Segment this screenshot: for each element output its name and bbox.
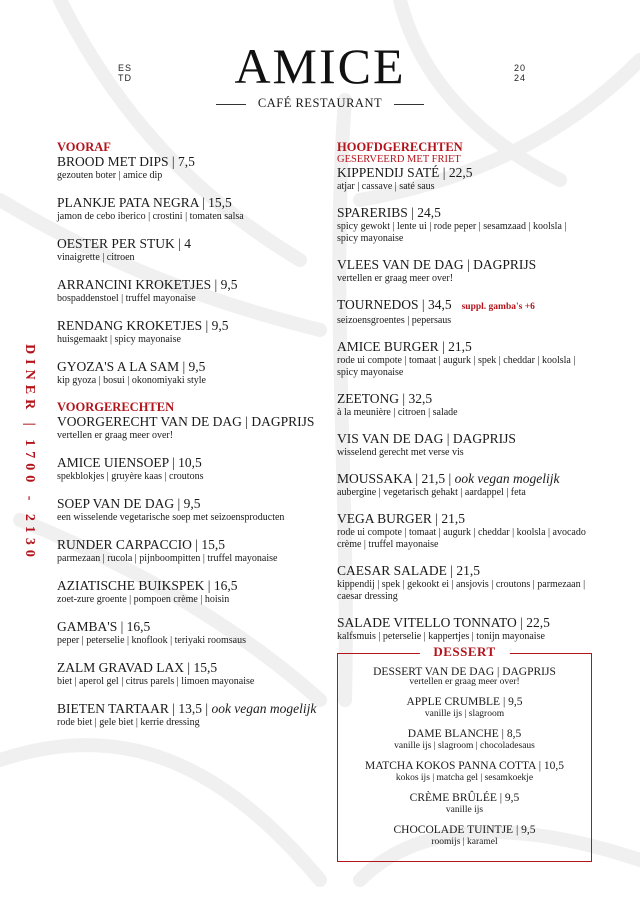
menu-item-description: vertellen er graag meer over!: [57, 430, 174, 441]
menu-item-description: kip gyoza | bosui | okonomiyaki style: [57, 375, 206, 386]
menu-item-name: [338, 824, 591, 837]
menu-item-name: [337, 165, 587, 181]
menu-item-description: huisgemaakt | spicy mayonaise: [57, 334, 181, 345]
brand-logo: AMICE: [234, 38, 406, 94]
item-title: VEGA BURGER | 21,5: [337, 511, 465, 526]
menu-item: [337, 297, 587, 327]
menu-item: [57, 277, 332, 305]
menu-item-description: wisselend gerecht met verse vis: [337, 447, 464, 458]
item-title: VLEES VAN DE DAG | DAGPRIJS: [337, 257, 537, 272]
menu-item: [338, 667, 591, 688]
menu-item: [338, 792, 591, 816]
menu-item-description: parmezaan | rucola | pijnboompitten | truffel mayonaise: [57, 553, 278, 564]
item-title: GAMBA'S | 16,5: [57, 619, 151, 634]
divider: [216, 104, 246, 105]
item-title: DAME BLANCHE | 8,5: [407, 728, 522, 740]
menu-item-description: roomijs | karamel: [431, 837, 498, 847]
year-line-2: 24: [514, 73, 527, 83]
item-title: VOORGERECHT VAN DE DAG | DAGPRIJS: [57, 414, 315, 429]
section-title-voorgerechten: VOORGERECHTEN: [57, 400, 175, 414]
menu-item-name: [337, 615, 587, 631]
hoofdgerechten-list: [337, 165, 587, 643]
menu-item: [337, 205, 587, 245]
menu-item-description: bospaddenstoel | truffel mayonaise: [57, 293, 196, 304]
menu-item: [337, 615, 587, 643]
menu-item-description: aubergine | vegetarisch gehakt | aardappel | feta: [337, 487, 526, 498]
menu-item-description: kalfsmuis | peterselie | kappertjes | tonijn mayonaise: [337, 631, 545, 642]
item-title: AZIATISCHE BUIKSPEK | 16,5: [57, 578, 238, 593]
menu-item-name: [337, 431, 587, 447]
menu-item: [338, 728, 591, 752]
menu-item-name: [57, 318, 332, 334]
item-title: MATCHA KOKOS PANNA COTTA | 10,5: [364, 760, 565, 772]
menu-item: [57, 414, 332, 442]
menu-item: [57, 619, 332, 647]
item-title: CRÈME BRÛLÉE | 9,5: [409, 792, 520, 804]
menu-item-name: [337, 205, 587, 221]
menu-item-description: vertellen er graag meer over!: [409, 677, 520, 687]
menu-item-name: [57, 537, 332, 553]
item-title: SPARERIBS | 24,5: [337, 205, 441, 220]
menu-item-description: spekblokjes | gruyère kaas | croutons: [57, 471, 204, 482]
section-title-vooraf: VOORAF: [57, 140, 111, 154]
item-title: KIPPENDIJ SATÉ | 22,5: [337, 165, 473, 180]
item-title: CHOCOLADE TUINTJE | 9,5: [393, 824, 536, 836]
menu-item-name: [337, 471, 587, 487]
menu-item: [337, 165, 587, 193]
menu-item-name: [57, 578, 332, 594]
menu-item-name: [337, 257, 587, 273]
est-line-1: ES: [118, 63, 133, 73]
item-title: AMICE UIENSOEP | 10,5: [57, 455, 202, 470]
menu-item-name: [57, 154, 332, 170]
item-title: TOURNEDOS | 34,5: [337, 297, 452, 312]
menu-item-description: peper | peterselie | knoflook | teriyaki roomsaus: [57, 635, 247, 646]
supplement-note: suppl. gamba's +6: [461, 302, 535, 312]
menu-item-description: à la meunière | citroen | salade: [337, 407, 458, 418]
item-title: APPLE CRUMBLE | 9,5: [406, 696, 523, 708]
vegan-note: ook vegan mogelijk: [211, 701, 317, 716]
item-title: SALADE VITELLO TONNATO | 22,5: [337, 615, 550, 630]
item-title: RUNDER CARPACCIO | 15,5: [57, 537, 225, 552]
vooraf-list: [57, 154, 332, 387]
menu-item-name: [337, 563, 587, 579]
menu-item-description: jamon de cebo iberico | crostini | tomaten salsa: [57, 211, 244, 222]
menu-item-name: [57, 236, 332, 252]
menu-item: [57, 154, 332, 182]
item-title: SOEP VAN DE DAG | 9,5: [57, 496, 201, 511]
menu-item: [57, 455, 332, 483]
menu-item-name: [57, 701, 332, 717]
vegan-note: ook vegan mogelijk: [454, 471, 560, 486]
menu-item-description: vanille ijs | slagroom | chocoladesaus: [394, 741, 535, 751]
menu-item-name: [337, 339, 587, 355]
menu-item-name: [57, 660, 332, 676]
item-title: MOUSSAKA | 21,5 |: [337, 471, 455, 486]
menu-item-description: spicy gewokt | lente ui | rode peper | sesamzaad | koolsla | spicy mayonaise: [337, 221, 567, 244]
menu-item-description: vertellen er graag meer over!: [337, 273, 454, 284]
menu-item: [338, 696, 591, 720]
menu-item-name: [338, 760, 591, 773]
item-title: GYOZA'S A LA SAM | 9,5: [57, 359, 206, 374]
menu-item: [337, 391, 587, 419]
menu-item: [57, 701, 332, 729]
dessert-list: [338, 654, 591, 848]
menu-item: [57, 318, 332, 346]
menu-item: [337, 471, 587, 499]
item-title: AMICE BURGER | 21,5: [337, 339, 472, 354]
menu-item-name: [57, 359, 332, 375]
menu-item-name: [337, 297, 587, 315]
menu-item-name: [57, 414, 332, 430]
menu-item-description: kokos ijs | matcha gel | sesamkoekje: [395, 773, 534, 783]
menu-item-name: [337, 511, 587, 527]
item-title: CAESAR SALADE | 21,5: [337, 563, 480, 578]
menu-item-name: [57, 496, 332, 512]
item-title: VIS VAN DE DAG | DAGPRIJS: [337, 431, 516, 446]
menu-item-name: [338, 667, 591, 677]
menu-item-description: vanille ijs: [445, 805, 484, 815]
menu-item-description: biet | aperol gel | citrus parels | limoen mayonaise: [57, 676, 255, 687]
menu-item-description: zoet-zure groente | pompoen crème | hoisin: [57, 594, 230, 605]
menu-item: [338, 824, 591, 848]
menu-item-description: rode ui compote | tomaat | augurk | spek | cheddar | koolsla | spicy mayonaise: [337, 355, 576, 378]
right-column: [337, 140, 587, 655]
menu-item: [57, 496, 332, 524]
menu-item-name: [338, 696, 591, 709]
section-subtitle-hoofdgerechten: GESERVEERD MET FRIET: [337, 154, 461, 165]
menu-item-name: [57, 277, 332, 293]
menu-item-description: seizoensgroentes | pepersaus: [337, 315, 452, 326]
menu-item: [337, 563, 587, 603]
dinner-hours-text: DINER | 1700 - 2130: [22, 343, 37, 562]
item-title: BROOD MET DIPS | 7,5: [57, 154, 195, 169]
menu-item: [57, 359, 332, 387]
menu-item-name: [57, 455, 332, 471]
menu-item: [337, 339, 587, 379]
menu-item-name: [57, 195, 332, 211]
item-title: ZALM GRAVAD LAX | 15,5: [57, 660, 218, 675]
menu-item: [338, 760, 591, 784]
dessert-box: [337, 644, 592, 862]
section-title-hoofdgerechten: HOOFDGERECHTEN: [337, 140, 463, 154]
menu-item-name: [337, 391, 587, 407]
subtitle-text: CAFÉ RESTAURANT: [257, 96, 383, 110]
section-title-dessert: DESSERT: [419, 644, 509, 660]
menu-item: [57, 578, 332, 606]
menu-item: [337, 257, 587, 285]
menu-item-name: [57, 619, 332, 635]
year-line-1: 20: [514, 63, 527, 73]
menu-item: [337, 511, 587, 551]
item-title: BIETEN TARTAAR | 13,5 |: [57, 701, 212, 716]
menu-item-description: kippendij | spek | gekookt ei | ansjovis | croutons | parmezaan | caesar dressing: [337, 579, 586, 602]
menu-item: [57, 195, 332, 223]
menu-item-name: [338, 728, 591, 741]
menu-item-description: vinaigrette | citroen: [57, 252, 135, 263]
item-title: PLANKJE PATA NEGRA | 15,5: [57, 195, 232, 210]
menu-item-description: een wisselende vegetarische soep met seizoensproducten: [57, 512, 285, 523]
left-column: [57, 140, 332, 742]
menu-item: [57, 537, 332, 565]
menu-item-description: vanille ijs | slagroom: [424, 709, 505, 719]
menu-item-description: gezouten boter | amice dip: [57, 170, 163, 181]
item-title: DESSERT VAN DE DAG | DAGPRIJS: [373, 666, 556, 678]
menu-item: [57, 660, 332, 688]
dinner-hours-label: [14, 340, 44, 565]
est-line-2: TD: [118, 73, 132, 83]
item-title: ARRANCINI KROKETJES | 9,5: [57, 277, 238, 292]
divider: [394, 104, 424, 105]
menu-item: [337, 431, 587, 459]
item-title: OESTER PER STUK | 4: [57, 236, 191, 251]
menu-item: [57, 236, 332, 264]
menu-item-description: rode ui compote | tomaat | augurk | cheddar | koolsla | avocado crème | truffel mayonaise: [337, 527, 586, 550]
item-title: RENDANG KROKETJES | 9,5: [57, 318, 229, 333]
menu-item-name: [338, 792, 591, 805]
menu-item-description: rode biet | gele biet | kerrie dressing: [57, 717, 200, 728]
menu-item-description: atjar | cassave | saté saus: [337, 181, 435, 192]
voorgerechten-list: [57, 414, 332, 729]
item-title: ZEETONG | 32,5: [337, 391, 433, 406]
brand-subtitle: [0, 96, 640, 111]
